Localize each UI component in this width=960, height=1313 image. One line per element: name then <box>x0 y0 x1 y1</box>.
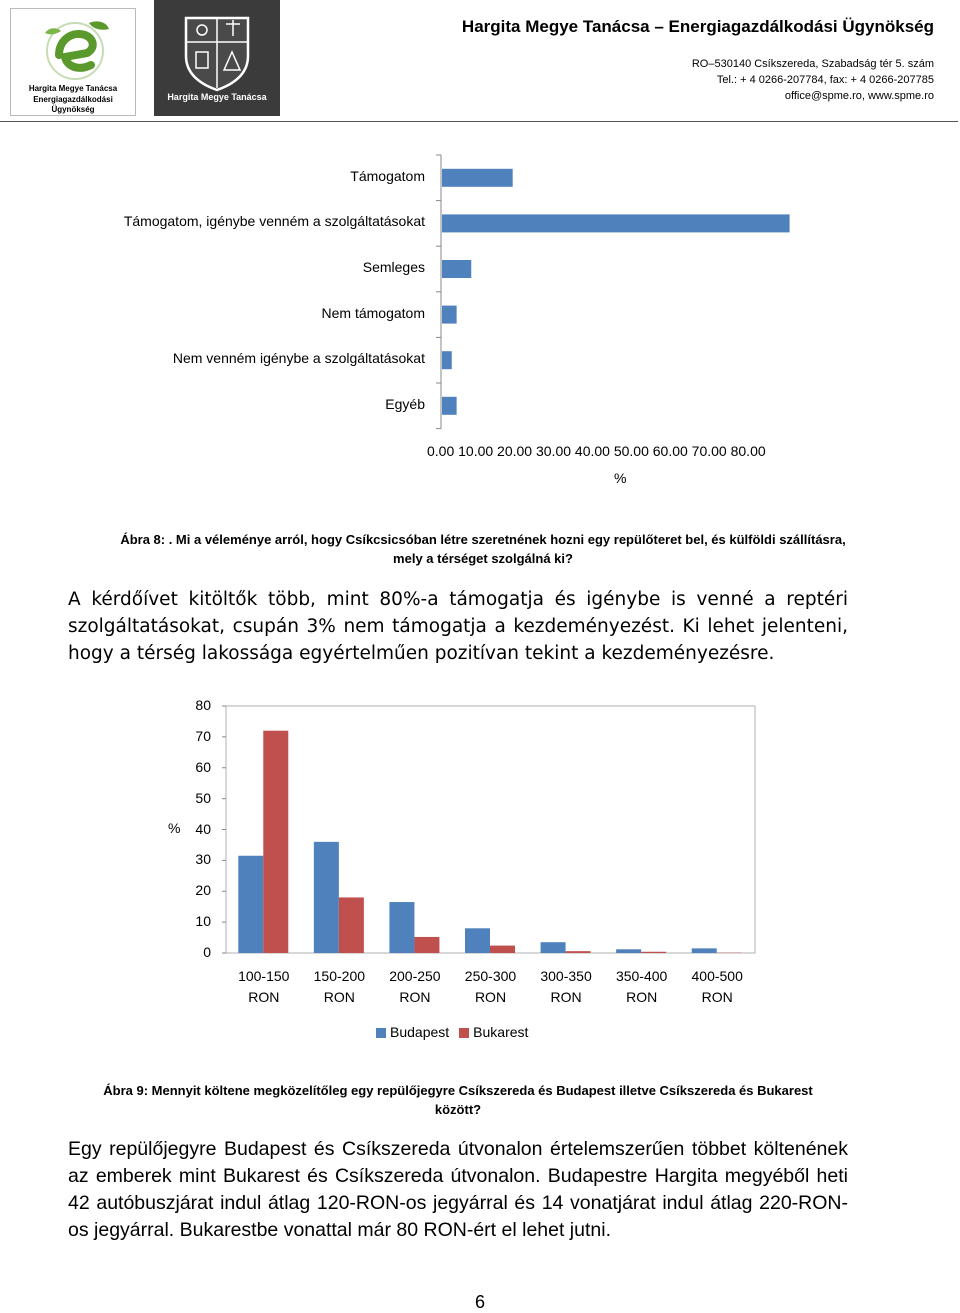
x-tick-label <box>451 966 531 1008</box>
x-tick-label <box>526 966 606 1008</box>
y-tick-label: 80 <box>195 697 211 713</box>
category-label: Egyéb <box>385 396 425 412</box>
figure-8-caption-line1: Ábra 8: . Mi a véleménye arról, hogy Csíkcsicsóban létre szeretnének hozni egy repülőteret bel, és külföldi szállításra, <box>68 530 898 549</box>
paragraph-ticket-prices: Egy repülőjegyre Budapest és Csíkszereda útvonalon értelemszerűen többet költenének az emberek mint Bukarest és Csíkszereda útvonalon. Budapestre Hargita megyéből heti 42 autóbuszjárat indul átlag 120-RON-os jegyárral és 14 vonatjárat indul átlag 220-RON-os jegyárral. Bukarestbe vonattal már 80 RON-ért el lehet jutni. <box>68 1136 848 1244</box>
x-tick-label <box>602 966 682 1008</box>
x-tick-label <box>375 966 455 1008</box>
x-tick-label <box>224 966 304 1008</box>
figure-9-caption <box>68 1081 848 1119</box>
category-label: Semleges <box>363 259 425 275</box>
bar-bukarest <box>490 946 515 953</box>
bar-budapest <box>314 842 339 953</box>
agency-address: RO–530140 Csíkszereda, Szabadság tér 5. szám <box>692 58 934 70</box>
y-tick-label: 60 <box>195 759 211 775</box>
x-tick-label-line: 150-200 <box>299 966 379 987</box>
x-tick-label-line: RON <box>602 987 682 1008</box>
bar-budapest <box>692 948 717 953</box>
paragraph-airport-support: A kérdőívet kitöltők több, mint 80%-a támogatja és igénybe is venné a reptéri szolgáltatásokat, csupán 3% nem támogatja a kezdeményezést. Ki lehet jelenteni, hogy a térség lakossága egyértelműen pozitívan tekint a kezdeményezésre. <box>68 586 848 667</box>
x-tick-label-line: 250-300 <box>451 966 531 987</box>
agency-title: Hargita Megye Tanácsa – Energiagazdálkodási Ügynökség <box>462 17 934 37</box>
legend-swatch <box>376 1028 386 1038</box>
bar-budapest <box>465 928 490 953</box>
bar-bukarest <box>641 952 666 953</box>
legend-swatch <box>459 1028 469 1038</box>
bar-bukarest <box>339 897 364 953</box>
chart-legend <box>376 1024 538 1040</box>
x-axis-tick-labels: 0.00 10.00 20.00 30.00 40.00 50.00 60.00 70.00 80.00 <box>427 443 766 459</box>
x-tick-label-line: RON <box>299 987 379 1008</box>
y-tick-label: 20 <box>195 882 211 898</box>
bar-bukarest <box>263 731 288 953</box>
bar-budapest <box>389 902 414 953</box>
y-tick-label: 10 <box>195 913 211 929</box>
category-label: Támogatom <box>350 168 425 184</box>
figure-9-caption-line1: Ábra 9: Mennyit költene megközelítőleg egy repülőjegyre Csíkszereda és Budapest illetve Csíkszereda és Bukarest <box>68 1081 848 1100</box>
y-axis-title: % <box>168 820 180 836</box>
category-label: Támogatom, igénybe venném a szolgáltatásokat <box>124 213 425 229</box>
x-tick-label-line: RON <box>677 987 757 1008</box>
bar-bukarest <box>566 951 591 953</box>
figure-9-caption-line2: között? <box>68 1100 848 1119</box>
x-tick-label-line: 300-350 <box>526 966 606 987</box>
y-tick-label: 40 <box>195 821 211 837</box>
agency-email-web: office@spme.ro, www.spme.ro <box>785 90 934 102</box>
category-label: Nem támogatom <box>322 305 425 321</box>
agency-phone-fax: Tel.: + 4 0266-207784, fax: + 4 0266-207785 <box>717 74 934 86</box>
x-tick-label-line: 350-400 <box>602 966 682 987</box>
county-council-logo-text: Hargita Megye Tanácsa <box>154 92 280 102</box>
x-axis-title: % <box>614 470 626 486</box>
y-tick-label: 70 <box>195 728 211 744</box>
x-tick-label-line: RON <box>375 987 455 1008</box>
x-tick-label-line: 200-250 <box>375 966 455 987</box>
bar-budapest <box>616 949 641 953</box>
legend-label: Bukarest <box>473 1024 528 1040</box>
x-tick-label <box>677 966 757 1008</box>
agency-logo-line1: Hargita Megye Tanácsa <box>11 84 135 94</box>
x-tick-label-line: 400-500 <box>677 966 757 987</box>
x-tick-label-line: RON <box>526 987 606 1008</box>
legend-label: Budapest <box>390 1024 449 1040</box>
y-tick-label: 50 <box>195 790 211 806</box>
legend-item <box>459 1024 528 1040</box>
x-tick-label-line: 100-150 <box>224 966 304 987</box>
y-tick-label: 30 <box>195 851 211 867</box>
agency-logo-line2: Energiagazdálkodási Ügynökség <box>11 95 135 115</box>
figure-8-caption-line2: mely a térséget szolgálná ki? <box>68 549 898 568</box>
bar-bukarest <box>414 937 439 953</box>
legend-item <box>376 1024 449 1040</box>
y-tick-label: 0 <box>203 944 211 960</box>
x-tick-label <box>299 966 379 1008</box>
x-tick-label-line: RON <box>451 987 531 1008</box>
page-number: 6 <box>0 1292 960 1313</box>
bar-budapest <box>541 942 566 953</box>
category-label: Nem venném igénybe a szolgáltatásokat <box>173 350 425 366</box>
plot-area-border <box>226 706 755 953</box>
bar-budapest <box>238 856 263 953</box>
x-tick-label-line: RON <box>224 987 304 1008</box>
